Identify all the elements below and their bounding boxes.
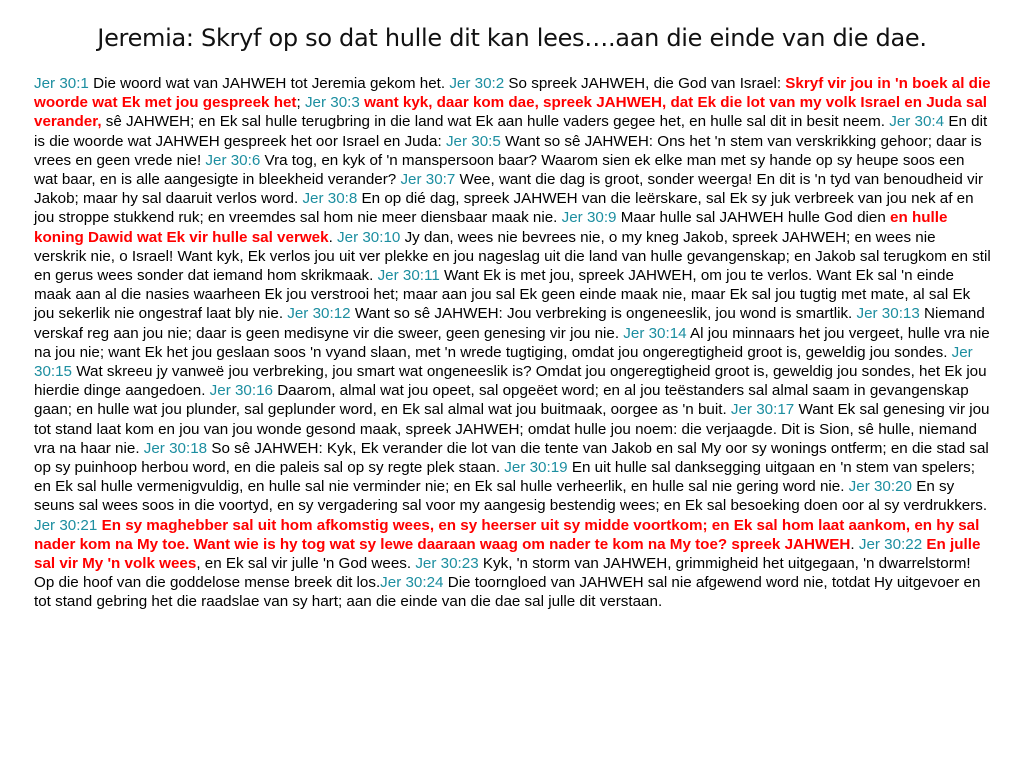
verse-reference: Jer 30:2 <box>449 75 505 92</box>
verse-text: Niemand verskaf reg aan jou nie; daar is geen medisyne vir die sweer, geen genesing vir jou nie. <box>34 305 985 342</box>
highlighted-text: Skryf vir jou in 'n boek al die woorde wat Ek met jou gespreek het <box>34 75 991 112</box>
verse-text: Al jou minnaars het jou vergeet, hulle vra nie na jou nie; want Ek het jou geslaan soos 'n vyand slaan, met 'n wrede tugtiging, omdat jou ongeregtigheid groot is, geweldig jou sondes. <box>34 324 990 361</box>
verse-reference: Jer 30:13 <box>856 305 920 323</box>
verse-reference: Jer 30:7 <box>400 171 456 189</box>
verse-reference: Jer 30:8 <box>302 190 358 208</box>
verse-text: Want Ek sal genesing vir jou tot stand laat kom en jou van jou wonde gesond maak, spreek JAHWEH; omdat hulle jou noem: die verjaagde. Dit is Sion, sê hulle, niemand vra na haar nie. <box>34 401 990 457</box>
verse-reference: Jer 30:15 <box>34 343 973 381</box>
verse-text: Want Ek is met jou, spreek JAHWEH, om jou te verlos. Want Ek sal 'n einde maak aan al die nasies waarheen Ek jou verstrooi het; maar aan jou sal Ek geen einde maak nie, maar Ek sal jou tugtig met mate, al sal Ek jou sekerlik nie ongestraf laat bly nie. <box>34 267 971 323</box>
scripture-passage <box>34 74 992 612</box>
verse-text: Wat skreeu jy vanweë jou verbreking, jou smart wat ongeneeslik is? Omdat jou ongeregtigheid groot is, geweldig jou sondes, het Ek jou hierdie dinge aangedoen. <box>34 363 987 400</box>
verse-reference: Jer 30:21 <box>34 516 98 534</box>
verse-text: . <box>850 535 859 553</box>
verse-reference: Jer 30:14 <box>623 324 687 342</box>
verse-reference: Jer 30:5 <box>445 132 501 150</box>
verse-text: sê JAHWEH; en Ek sal hulle terugbring in die land wat Ek aan hulle vaders gegee het, en hulle sal dit in besit neem. <box>101 113 890 131</box>
verse-reference: Jer 30:22 <box>858 535 923 553</box>
verse-text: Daarom, almal wat jou opeet, sal opgeëet word; en al jou teëstanders sal almal saam in gevangenskap gaan; en hulle wat jou plunder, sal geplunder word, en Ek sal almal wat jou buitmaak, oorgee as 'n buit. <box>34 382 969 419</box>
verse-text: Die toorngloed van JAHWEH sal nie afgewend word nie, totdat Hy uitgevoer en tot stand gebring het die raadslae van sy hart; aan die einde van die dae sal julle dit verstaan. <box>34 574 981 611</box>
verse-reference: Jer 30:10 <box>337 228 401 246</box>
slide-title: Jeremia: Skryf op so dat hulle dit kan lees….aan die einde van die dae. <box>97 24 927 52</box>
verse-reference: Jer 30:19 <box>504 459 568 477</box>
verse-reference: Jer 30:3 <box>304 94 360 112</box>
highlighted-text: want kyk, daar kom dae, spreek JAHWEH, dat Ek die lot van my volk Israel en Juda sal verander, <box>34 94 987 131</box>
verse-reference: Jer 30:4 <box>889 113 945 131</box>
verse-text: Want so sê JAHWEH: Ons het 'n stem van verskrikking gehoor; daar is vrees en geen vrede nie! <box>34 132 982 169</box>
verse-reference: Jer 30:18 <box>143 439 208 457</box>
verse-text: Maar hulle sal JAHWEH hulle God dien <box>616 209 891 227</box>
verse-reference: Jer 30:12 <box>287 305 351 323</box>
verse-text: Vra tog, en kyk of 'n manspersoon baar? Waarom sien ek elke man met sy hande op sy heupe soos een wat baar, en is alle aangesigte in bleekheid verander? <box>34 151 965 189</box>
highlighted-text: En sy maghebber sal uit hom afkomstig wees, en sy heerser uit sy midde voortkom; en Ek sal hom laat aankom, en hy sal nader kom na My toe. Want wie is hy tog wat sy lewe daaraan waag om nader te kom na My toe? spreek JAHWEH <box>34 516 980 553</box>
verse-text: So spreek JAHWEH, die God van Israel: <box>504 75 786 92</box>
verse-reference: Jer 30:17 <box>730 401 795 419</box>
verse-text: . <box>328 228 338 246</box>
verse-text: , en Ek sal vir julle 'n God wees. <box>196 555 416 573</box>
verse-reference: Jer 30:24 <box>380 574 444 592</box>
verse-reference: Jer 30:9 <box>561 209 617 227</box>
verse-text: Want so sê JAHWEH: Jou verbreking is ongeneeslik, jou wond is smartlik. <box>350 305 857 323</box>
verse-reference: Jer 30:23 <box>415 555 479 573</box>
verse-reference: Jer 30:6 <box>205 151 261 169</box>
verse-text: En op dié dag, spreek JAHWEH van die leërskare, sal Ek sy juk verbreek van jou nek af en jou stroppe stukkend ruk; en vreemdes sal hom nie meer diensbaar maak nie. <box>34 190 974 227</box>
verse-text: En dit is die woorde wat JAHWEH gespreek het oor Israel en Juda: <box>34 113 988 150</box>
highlighted-text: En julle sal vir My 'n volk wees <box>34 535 981 573</box>
verse-reference: Jer 30:11 <box>377 267 440 285</box>
verse-reference: Jer 30:1 <box>34 75 89 92</box>
verse-text: Die woord wat van JAHWEH tot Jeremia gekom het. <box>88 75 450 92</box>
highlighted-text: en hulle koning Dawid wat Ek vir hulle sal verwek <box>34 209 948 246</box>
verse-text: So sê JAHWEH: Kyk, Ek verander die lot van die tente van Jakob en sal My oor sy wonings ontferm; en die stad sal op sy puinhoop herbou word, en die paleis sal op sy regte plek staan. <box>34 439 989 477</box>
verse-text: ; <box>296 94 305 112</box>
verse-text: En uit hulle sal danksegging uitgaan en 'n stem van spelers; en Ek sal hulle vermenigvuldig, en hulle sal nie verminder nie; en Ek sal hulle verheerlik, en hulle sal nie gering word nie. <box>34 459 975 496</box>
verse-reference: Jer 30:16 <box>209 382 273 400</box>
verse-text: Jy dan, wees nie bevrees nie, o my kneg Jakob, spreek JAHWEH; en wees nie verskrik nie, o Israel! Want kyk, Ek verlos jou uit ver plekke en jou nageslag uit die land van hulle gevangenskap; en Jakob sal terugkom en stil en gerus wees sonder dat iemand hom skrikmaak. <box>34 228 991 285</box>
verse-text: En sy seuns sal wees soos in die voortyd, en sy vergadering sal voor my aangesig bestendig wees; en Ek sal besoeking doen oor al sy verdrukkers. <box>34 478 988 515</box>
verse-text: Wee, want die dag is groot, sonder weerga! En dit is 'n tyd van benoudheid vir Jakob; maar hy sal daaruit verlos word. <box>34 171 984 208</box>
verse-text: Kyk, 'n storm van JAHWEH, grimmigheid het uitgegaan, 'n dwarrelstorm! Op die hoof van die goddelose mense breek dit los. <box>34 555 971 592</box>
verse-reference: Jer 30:20 <box>848 478 912 496</box>
